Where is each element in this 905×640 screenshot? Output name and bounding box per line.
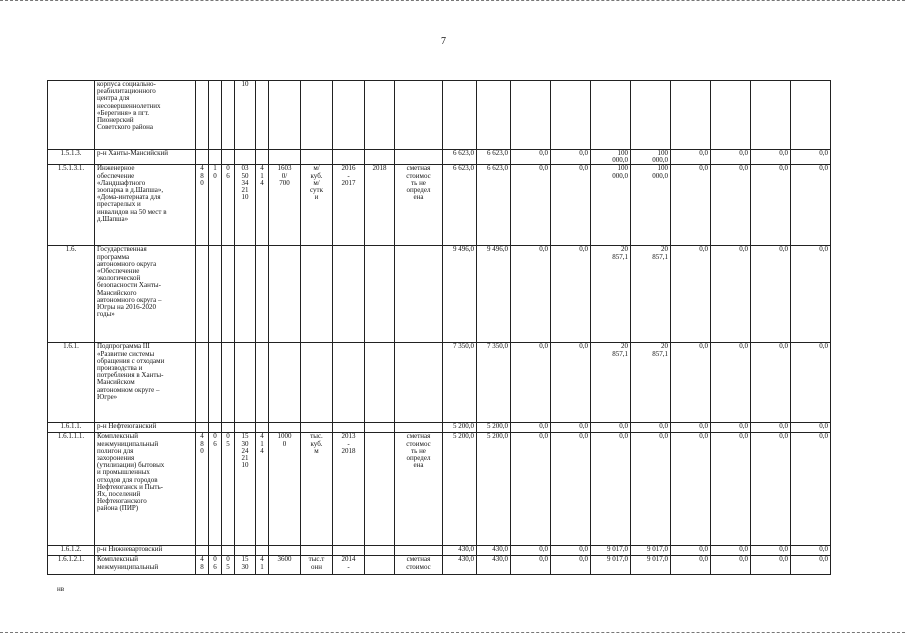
code-cell-k4: 03 50 34 21 10: [235, 165, 256, 246]
table-row: [48, 546, 831, 556]
table-row: [48, 343, 831, 423]
code-cell-k5: [256, 81, 269, 150]
amount-cell: 0,0: [791, 423, 831, 433]
amount-cell: 100 000,0: [631, 165, 671, 246]
amount-cell: 0,0: [671, 343, 711, 423]
amount-cell: 9 496,0: [443, 246, 477, 343]
amount-cell: 7 350,0: [477, 343, 511, 423]
code-cell-k9: 2018: [365, 165, 395, 246]
table-row: [48, 246, 831, 343]
code-cell-k3: [222, 246, 235, 343]
amount-cell: 0,0: [711, 150, 751, 165]
amount-cell: 0,0: [551, 150, 591, 165]
amount-cell: 0,0: [511, 150, 551, 165]
code-cell-k7: [301, 423, 333, 433]
code-cell-k10: [395, 81, 443, 150]
code-cell-k1: 4 8: [196, 556, 209, 575]
amount-cell: 0,0: [751, 433, 791, 546]
code-cell-k2: 0 6: [209, 556, 222, 575]
code-cell-k7: [301, 150, 333, 165]
code-cell-k3: [222, 81, 235, 150]
amount-cell: 100 000,0: [591, 165, 631, 246]
amount-cell: 9 017,0: [631, 546, 671, 556]
code-cell-k4: [235, 546, 256, 556]
code-cell-k7: [301, 81, 333, 150]
amount-cell: 0,0: [711, 433, 751, 546]
row-number-cell: 1.6.: [48, 246, 95, 343]
amount-cell: 20 857,1: [631, 246, 671, 343]
amount-cell: 0,0: [791, 165, 831, 246]
budget-table: [47, 80, 831, 575]
amount-cell: [631, 81, 671, 150]
amount-cell: 0,0: [791, 343, 831, 423]
code-cell-k7: м/ куб. м/ сутк и: [301, 165, 333, 246]
amount-cell: 0,0: [631, 423, 671, 433]
code-cell-k1: [196, 246, 209, 343]
amount-cell: 0,0: [711, 343, 751, 423]
amount-cell: 430,0: [477, 556, 511, 575]
code-cell-k8: [333, 423, 365, 433]
amount-cell: 0,0: [671, 150, 711, 165]
code-cell-k1: [196, 150, 209, 165]
amount-cell: 0,0: [671, 165, 711, 246]
code-cell-k1: 4 8 0: [196, 165, 209, 246]
amount-cell: 0,0: [791, 546, 831, 556]
row-name-cell: Инженерное обеспечение «Ландшафтного зоопарка в д.Шапша», «Дома-интерната для престарелых и инвалидов на 50 мест в д.Шапша»: [95, 165, 196, 246]
code-cell-k4: 10: [235, 81, 256, 150]
amount-cell: 0,0: [791, 150, 831, 165]
amount-cell: [511, 81, 551, 150]
code-cell-k10: сметная стоимос ть не определ ена: [395, 433, 443, 546]
amount-cell: 20 857,1: [591, 343, 631, 423]
amount-cell: [671, 81, 711, 150]
code-cell-k10: [395, 546, 443, 556]
table-row: [48, 150, 831, 165]
code-cell-k8: [333, 546, 365, 556]
amount-cell: 0,0: [791, 433, 831, 546]
code-cell-k6: [269, 150, 301, 165]
amount-cell: 6 623,0: [443, 150, 477, 165]
code-cell-k4: 15 30 24 21 10: [235, 433, 256, 546]
amount-cell: [591, 81, 631, 150]
amount-cell: 100 000,0: [591, 150, 631, 165]
footer-mark: нв: [57, 585, 65, 593]
amount-cell: 0,0: [551, 343, 591, 423]
amount-cell: 0,0: [591, 423, 631, 433]
code-cell-k2: [209, 246, 222, 343]
code-cell-k2: 0 6: [209, 433, 222, 546]
row-name-cell: р-н Нефтеюганский: [95, 423, 196, 433]
row-name-cell: корпуса социально- реабилитационного центра для несовершеннолетних «Берегиня» в пгт. Пионерский Советского района: [95, 81, 196, 150]
code-cell-k8: 2013 - 2018: [333, 433, 365, 546]
amount-cell: 0,0: [671, 423, 711, 433]
code-cell-k1: [196, 343, 209, 423]
row-name-cell: Государственная программа автономного округа «Обеспечение экологической безопасности Ханты- Мансийского автономного округа – Югры на 2016-2020 годы»: [95, 246, 196, 343]
amount-cell: 0,0: [671, 433, 711, 546]
code-cell-k7: [301, 546, 333, 556]
amount-cell: 0,0: [551, 165, 591, 246]
amount-cell: 0,0: [671, 246, 711, 343]
amount-cell: 0,0: [631, 433, 671, 546]
amount-cell: 7 350,0: [443, 343, 477, 423]
amount-cell: 6 623,0: [477, 150, 511, 165]
code-cell-k6: 1000 0: [269, 433, 301, 546]
code-cell-k7: тыс.т онн: [301, 556, 333, 575]
row-number-cell: 1.6.1.2.1.: [48, 556, 95, 575]
page-number: 7: [441, 36, 446, 47]
amount-cell: [443, 81, 477, 150]
code-cell-k6: 3600: [269, 556, 301, 575]
row-number-cell: 1.6.1.: [48, 343, 95, 423]
amount-cell: 9 017,0: [591, 556, 631, 575]
row-number-cell: 1.6.1.1.1.: [48, 433, 95, 546]
amount-cell: [751, 81, 791, 150]
code-cell-k1: 4 8 0: [196, 433, 209, 546]
table-row: [48, 556, 831, 575]
code-cell-k3: [222, 150, 235, 165]
amount-cell: [711, 81, 751, 150]
amount-cell: 6 623,0: [477, 165, 511, 246]
scan-top-edge: [0, 0, 905, 4]
code-cell-k6: [269, 81, 301, 150]
code-cell-k9: [365, 556, 395, 575]
row-number-cell: 1.5.1.3.: [48, 150, 95, 165]
amount-cell: 0,0: [551, 246, 591, 343]
row-name-cell: р-н Ханты-Мансийский: [95, 150, 196, 165]
code-cell-k2: [209, 423, 222, 433]
amount-cell: 0,0: [751, 423, 791, 433]
code-cell-k6: [269, 343, 301, 423]
amount-cell: 5 200,0: [443, 433, 477, 546]
code-cell-k4: [235, 246, 256, 343]
amount-cell: 0,0: [591, 433, 631, 546]
code-cell-k3: 0 5: [222, 433, 235, 546]
amount-cell: 0,0: [751, 246, 791, 343]
code-cell-k4: [235, 343, 256, 423]
code-cell-k8: 2016 - 2017: [333, 165, 365, 246]
row-number-cell: 1.6.1.1.: [48, 423, 95, 433]
code-cell-k4: [235, 423, 256, 433]
row-name-cell: р-н Нижневартовский: [95, 546, 196, 556]
amount-cell: 0,0: [711, 423, 751, 433]
code-cell-k7: тыс. куб. м: [301, 433, 333, 546]
code-cell-k2: 1 0: [209, 165, 222, 246]
code-cell-k9: [365, 546, 395, 556]
code-cell-k9: [365, 150, 395, 165]
code-cell-k6: 1603 0/ 700: [269, 165, 301, 246]
code-cell-k3: 0 5: [222, 556, 235, 575]
code-cell-k5: 4 1: [256, 556, 269, 575]
code-cell-k8: [333, 150, 365, 165]
amount-cell: 430,0: [443, 546, 477, 556]
amount-cell: 0,0: [511, 423, 551, 433]
amount-cell: 0,0: [671, 546, 711, 556]
code-cell-k4: 15 30: [235, 556, 256, 575]
code-cell-k3: [222, 423, 235, 433]
amount-cell: 20 857,1: [631, 343, 671, 423]
row-number-cell: 1.6.1.2.: [48, 546, 95, 556]
amount-cell: 0,0: [551, 546, 591, 556]
row-name-cell: Подпрограмма III «Развитие системы обращения с отходами производства и потребления в Ханты- Мансийском автономном округе – Югре»: [95, 343, 196, 423]
table-row: [48, 433, 831, 546]
code-cell-k3: [222, 343, 235, 423]
code-cell-k8: [333, 343, 365, 423]
code-cell-k10: [395, 343, 443, 423]
amount-cell: 0,0: [751, 343, 791, 423]
amount-cell: 0,0: [711, 165, 751, 246]
amount-cell: 0,0: [751, 165, 791, 246]
code-cell-k5: [256, 546, 269, 556]
code-cell-k10: [395, 423, 443, 433]
amount-cell: 0,0: [551, 556, 591, 575]
amount-cell: 100 000,0: [631, 150, 671, 165]
amount-cell: 6 623,0: [443, 165, 477, 246]
code-cell-k4: [235, 150, 256, 165]
amount-cell: 0,0: [711, 556, 751, 575]
code-cell-k5: [256, 246, 269, 343]
code-cell-k5: 4 1 4: [256, 433, 269, 546]
amount-cell: [791, 81, 831, 150]
amount-cell: 0,0: [751, 556, 791, 575]
amount-cell: 5 200,0: [443, 423, 477, 433]
row-number-cell: 1.5.1.3.1.: [48, 165, 95, 246]
amount-cell: 0,0: [791, 246, 831, 343]
amount-cell: [477, 81, 511, 150]
code-cell-k2: [209, 150, 222, 165]
amount-cell: 9 496,0: [477, 246, 511, 343]
code-cell-k9: [365, 81, 395, 150]
amount-cell: 0,0: [711, 546, 751, 556]
amount-cell: 430,0: [477, 546, 511, 556]
code-cell-k3: [222, 546, 235, 556]
code-cell-k5: [256, 150, 269, 165]
amount-cell: [551, 81, 591, 150]
table-row: [48, 165, 831, 246]
amount-cell: 0,0: [511, 343, 551, 423]
code-cell-k3: 0 6: [222, 165, 235, 246]
code-cell-k6: [269, 546, 301, 556]
code-cell-k10: сметная стоимос: [395, 556, 443, 575]
code-cell-k6: [269, 246, 301, 343]
row-number-cell: [48, 81, 95, 150]
amount-cell: 0,0: [751, 150, 791, 165]
amount-cell: 20 857,1: [591, 246, 631, 343]
row-name-cell: Комплексный межмуниципальный полигон для захоронения (утилизации) бытовых и промышленных отходов для городов Нефтеюганск и Пыть- Ях, поселений Нефтеюганского района (ПИР): [95, 433, 196, 546]
code-cell-k7: [301, 343, 333, 423]
amount-cell: 0,0: [791, 556, 831, 575]
amount-cell: 9 017,0: [591, 546, 631, 556]
amount-cell: 0,0: [511, 433, 551, 546]
code-cell-k10: сметная стоимос ть не определ ена: [395, 165, 443, 246]
amount-cell: 5 200,0: [477, 423, 511, 433]
code-cell-k10: [395, 150, 443, 165]
code-cell-k5: [256, 343, 269, 423]
code-cell-k5: 4 1 4: [256, 165, 269, 246]
code-cell-k6: [269, 423, 301, 433]
code-cell-k2: [209, 81, 222, 150]
amount-cell: 0,0: [711, 246, 751, 343]
amount-cell: 5 200,0: [477, 433, 511, 546]
code-cell-k8: [333, 81, 365, 150]
code-cell-k7: [301, 246, 333, 343]
code-cell-k9: [365, 343, 395, 423]
amount-cell: 430,0: [443, 556, 477, 575]
code-cell-k9: [365, 433, 395, 546]
scan-bottom-edge: [0, 632, 905, 636]
table-row: [48, 423, 831, 433]
code-cell-k9: [365, 423, 395, 433]
code-cell-k8: 2014 -: [333, 556, 365, 575]
code-cell-k1: [196, 423, 209, 433]
code-cell-k8: [333, 246, 365, 343]
code-cell-k2: [209, 546, 222, 556]
amount-cell: 0,0: [751, 546, 791, 556]
row-name-cell: Комплексный межмуниципальный: [95, 556, 196, 575]
code-cell-k1: [196, 81, 209, 150]
amount-cell: 0,0: [551, 433, 591, 546]
table-row: [48, 81, 831, 150]
code-cell-k5: [256, 423, 269, 433]
code-cell-k9: [365, 246, 395, 343]
amount-cell: 9 017,0: [631, 556, 671, 575]
code-cell-k2: [209, 343, 222, 423]
amount-cell: 0,0: [511, 556, 551, 575]
code-cell-k1: [196, 546, 209, 556]
amount-cell: 0,0: [551, 423, 591, 433]
amount-cell: 0,0: [511, 246, 551, 343]
amount-cell: 0,0: [511, 165, 551, 246]
amount-cell: 0,0: [671, 556, 711, 575]
amount-cell: 0,0: [511, 546, 551, 556]
code-cell-k10: [395, 246, 443, 343]
